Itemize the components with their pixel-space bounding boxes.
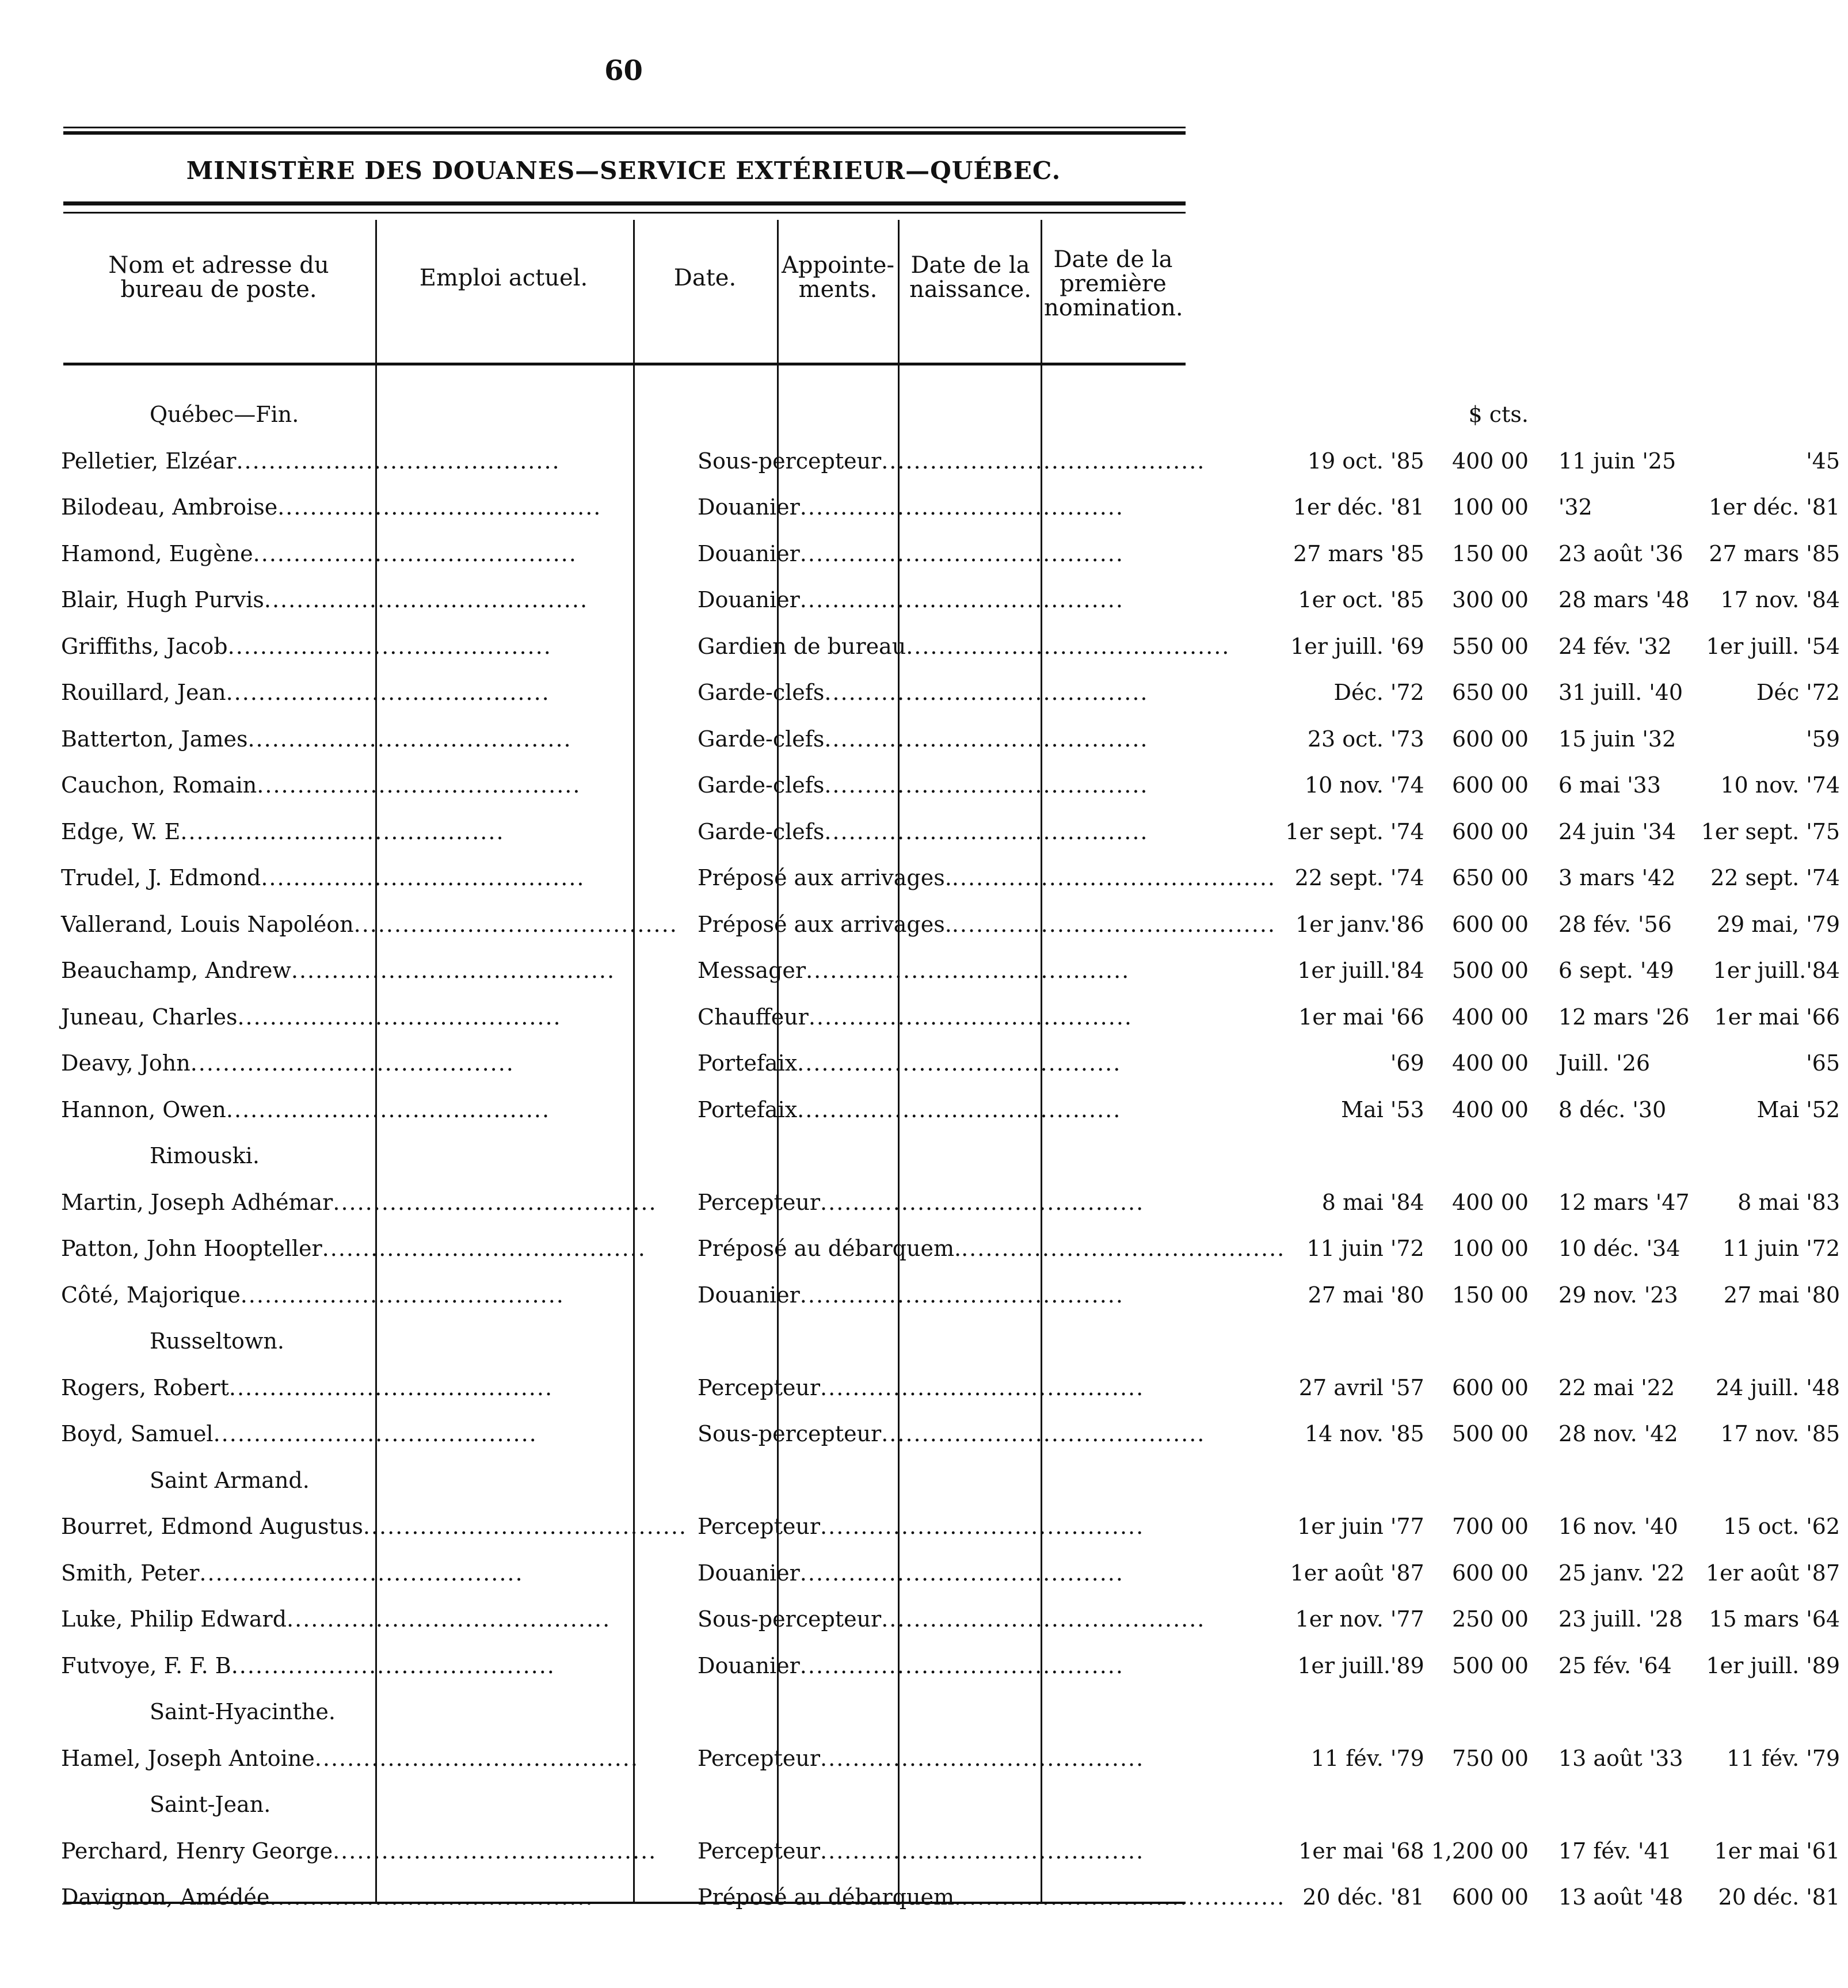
name-cell: Rogers, Robert........................................ bbox=[61, 1374, 554, 1400]
salary-cell: 400 00 bbox=[1451, 1004, 1529, 1030]
empty-cell bbox=[1285, 1318, 1431, 1365]
name-cell: Cauchon, Romain........................................ bbox=[61, 772, 581, 798]
employment-cell: Percepteur........................................ bbox=[698, 1745, 1145, 1771]
table-row bbox=[58, 577, 1848, 623]
salary-cell: 150 00 bbox=[1451, 1282, 1529, 1308]
empty-cell bbox=[1431, 1689, 1547, 1735]
date-cell: Mai '53 bbox=[1341, 1096, 1424, 1122]
name-cell: Trudel, J. Edmond........................................ bbox=[61, 865, 585, 891]
empty-cell bbox=[1690, 1689, 1848, 1735]
employment-cell: Chauffeur........................................ bbox=[698, 1004, 1133, 1030]
table-row bbox=[58, 901, 1848, 948]
birth-date-cell: 24 fév. '32 bbox=[1558, 633, 1672, 659]
table-row bbox=[58, 1503, 1848, 1550]
dot-leader: ........................................ bbox=[824, 772, 1149, 798]
employment-cell: Préposé au débarquem......................................... bbox=[698, 1236, 1286, 1262]
birth-date-cell: 15 juin '32 bbox=[1558, 726, 1676, 752]
employment-cell: Préposé aux arrivages......................................... bbox=[698, 865, 1276, 891]
dot-leader: ........................................ bbox=[253, 540, 577, 566]
salary-cell: 650 00 bbox=[1451, 680, 1529, 706]
salary-cell: 1,200 00 bbox=[1431, 1838, 1529, 1864]
dot-leader: ........................................ bbox=[353, 911, 678, 937]
birth-date-cell: 12 mars '47 bbox=[1558, 1189, 1690, 1215]
birth-date-cell: '32 bbox=[1558, 494, 1592, 520]
header-salary: Appointe-ments. bbox=[782, 252, 894, 303]
birth-date-cell: 28 nov. '42 bbox=[1558, 1421, 1678, 1447]
name-cell: Blair, Hugh Purvis........................................ bbox=[61, 587, 589, 613]
table-row bbox=[58, 1828, 1848, 1875]
employment-cell: Percepteur........................................ bbox=[698, 1189, 1145, 1215]
table-row bbox=[58, 1365, 1848, 1411]
dot-leader: ........................................ bbox=[277, 494, 602, 520]
date-cell: 1er juill.'84 bbox=[1297, 958, 1424, 984]
employment-cell: Douanier........................................ bbox=[698, 1652, 1124, 1678]
employment-cell: Messager........................................ bbox=[698, 958, 1130, 984]
first-appointment-cell: Mai '52 bbox=[1756, 1096, 1841, 1122]
employment-cell: Garde-clefs........................................ bbox=[698, 818, 1149, 844]
date-cell: 20 déc. '81 bbox=[1302, 1884, 1424, 1910]
salary-cell: 600 00 bbox=[1451, 726, 1529, 752]
employment-cell: Douanier........................................ bbox=[698, 540, 1124, 566]
first-appointment-cell: 27 mars '85 bbox=[1709, 540, 1841, 566]
birth-date-cell: 24 juin '34 bbox=[1558, 818, 1676, 844]
birth-date-cell: 25 fév. '64 bbox=[1558, 1652, 1672, 1678]
name-cell: Smith, Peter........................................ bbox=[61, 1560, 524, 1586]
employment-cell: Portefaix........................................ bbox=[698, 1050, 1122, 1076]
salary-cell: 700 00 bbox=[1451, 1514, 1529, 1540]
section-row bbox=[58, 391, 1848, 438]
name-cell: Beauchamp, Andrew........................................ bbox=[61, 958, 616, 984]
dot-leader: ........................................ bbox=[226, 680, 550, 706]
first-appointment-cell: 11 juin '72 bbox=[1722, 1236, 1841, 1262]
date-cell: 10 nov. '74 bbox=[1305, 772, 1424, 798]
employment-cell: Gardien de bureau........................................ bbox=[698, 633, 1230, 659]
employment-cell: Sous-percepteur........................................ bbox=[698, 1421, 1206, 1447]
document-title: MINISTÈRE DES DOUANES—SERVICE EXTÉRIEUR—QUÉBEC. bbox=[186, 157, 1061, 185]
name-cell: Deavy, John........................................ bbox=[61, 1050, 515, 1076]
top-rule-thick bbox=[63, 131, 1186, 135]
birth-date-cell: 13 août '33 bbox=[1558, 1745, 1683, 1771]
table-row bbox=[58, 855, 1848, 901]
name-cell: Griffiths, Jacob........................................ bbox=[61, 633, 552, 659]
date-cell: 1er mai '68 bbox=[1298, 1838, 1424, 1864]
section-row bbox=[58, 1318, 1848, 1365]
section-heading: Saint-Hyacinthe. bbox=[150, 1699, 336, 1725]
date-cell: 8 mai '84 bbox=[1321, 1189, 1424, 1215]
employment-cell: Douanier........................................ bbox=[698, 1560, 1124, 1586]
header-first-appointment: Date de la première nomination. bbox=[1044, 246, 1183, 321]
name-cell: Bilodeau, Ambroise........................................ bbox=[61, 494, 602, 520]
name-cell: Bourret, Edmond Augustus........................................ bbox=[61, 1514, 688, 1540]
birth-date-cell: 6 sept. '49 bbox=[1558, 958, 1674, 984]
name-cell: Perchard, Henry George........................................ bbox=[61, 1838, 657, 1864]
first-appointment-cell: 1er août '87 bbox=[1705, 1560, 1841, 1586]
dot-leader: ........................................ bbox=[820, 1374, 1145, 1400]
section-heading: Saint-Jean. bbox=[150, 1792, 271, 1818]
salary-cell: 600 00 bbox=[1451, 1884, 1529, 1910]
employment-cell: Préposé au débarquem......................................... bbox=[698, 1884, 1286, 1910]
date-cell: 1er août '87 bbox=[1290, 1560, 1424, 1586]
name-cell: Hamond, Eugène........................................ bbox=[61, 540, 577, 566]
dot-leader: ........................................ bbox=[213, 1421, 538, 1447]
employment-cell: Garde-clefs........................................ bbox=[698, 772, 1149, 798]
table-row bbox=[58, 1225, 1848, 1272]
salary-cell: 600 00 bbox=[1451, 1374, 1529, 1400]
section-row bbox=[58, 1457, 1848, 1504]
employment-cell: Douanier........................................ bbox=[698, 1282, 1124, 1308]
table-row bbox=[58, 1411, 1848, 1457]
table-row bbox=[58, 1550, 1848, 1597]
dot-leader: ........................................ bbox=[799, 1560, 1124, 1586]
first-appointment-cell: 1er déc. '81 bbox=[1709, 494, 1841, 520]
empty-cell bbox=[1285, 1133, 1431, 1179]
date-cell: 1er juill. '69 bbox=[1290, 633, 1424, 659]
name-cell: Hamel, Joseph Antoine........................................ bbox=[61, 1745, 639, 1771]
top-rule-thin bbox=[63, 127, 1186, 128]
table-row bbox=[58, 669, 1848, 716]
table-row bbox=[58, 1643, 1848, 1689]
birth-date-cell: 12 mars '26 bbox=[1558, 1004, 1690, 1030]
staff-table bbox=[58, 391, 1848, 1921]
name-cell: Batterton, James........................................ bbox=[61, 726, 572, 752]
birth-date-cell: 10 déc. '34 bbox=[1558, 1236, 1681, 1262]
first-appointment-cell: '45 bbox=[1806, 448, 1841, 474]
salary-cell: 650 00 bbox=[1451, 865, 1529, 891]
birth-date-cell: 8 déc. '30 bbox=[1558, 1096, 1667, 1122]
employment-cell: Préposé aux arrivages......................................... bbox=[698, 911, 1276, 937]
table-row bbox=[58, 1272, 1848, 1319]
dot-leader: ........................................ bbox=[797, 1050, 1122, 1076]
empty-cell bbox=[1431, 1457, 1547, 1504]
birth-date-cell: 23 juill. '28 bbox=[1558, 1606, 1683, 1632]
dot-leader: ........................................ bbox=[797, 1096, 1122, 1122]
dot-leader: ........................................ bbox=[951, 911, 1276, 937]
section-heading: Québec—Fin. bbox=[150, 402, 299, 428]
dot-leader: ........................................ bbox=[881, 448, 1206, 474]
table-row bbox=[58, 1087, 1848, 1133]
employment-cell: Garde-clefs........................................ bbox=[698, 680, 1149, 706]
salary-cell: 400 00 bbox=[1451, 1050, 1529, 1076]
dot-leader: ........................................ bbox=[820, 1514, 1145, 1540]
employment-cell: Douanier........................................ bbox=[698, 494, 1124, 520]
birth-date-cell: 25 janv. '22 bbox=[1558, 1560, 1685, 1586]
title-rule-thin bbox=[63, 212, 1186, 214]
salary-cell: 750 00 bbox=[1451, 1745, 1529, 1771]
table-row bbox=[58, 531, 1848, 577]
dot-leader: ........................................ bbox=[226, 1096, 551, 1122]
empty-cell bbox=[1285, 391, 1431, 438]
table-row bbox=[58, 623, 1848, 670]
table-row bbox=[58, 994, 1848, 1041]
name-cell: Futvoye, F. F. B........................................ bbox=[61, 1652, 555, 1678]
dot-leader: ........................................ bbox=[824, 818, 1149, 844]
dot-leader: ........................................ bbox=[314, 1745, 639, 1771]
birth-date-cell: 13 août '48 bbox=[1558, 1884, 1683, 1910]
dot-leader: ........................................ bbox=[247, 726, 572, 752]
salary-cell: 600 00 bbox=[1451, 772, 1529, 798]
header-date: Date. bbox=[673, 265, 737, 291]
dot-leader: ........................................ bbox=[199, 1560, 524, 1586]
salary-cell: 500 00 bbox=[1451, 1652, 1529, 1678]
empty-cell bbox=[1547, 1689, 1690, 1735]
date-cell: 1er sept. '74 bbox=[1285, 818, 1424, 844]
dot-leader: ........................................ bbox=[951, 865, 1276, 891]
date-cell: 22 sept. '74 bbox=[1294, 865, 1424, 891]
first-appointment-cell: 1er juill. '54 bbox=[1706, 633, 1841, 659]
dot-leader: ........................................ bbox=[291, 958, 616, 984]
date-cell: 11 fév. '79 bbox=[1310, 1745, 1424, 1771]
birth-date-cell: 11 juin '25 bbox=[1558, 448, 1676, 474]
date-cell: 1er déc. '81 bbox=[1293, 494, 1424, 520]
first-appointment-cell: 17 nov. '84 bbox=[1720, 587, 1841, 613]
salary-cell: $ cts. bbox=[1468, 402, 1529, 428]
dot-leader: ........................................ bbox=[363, 1514, 688, 1540]
dot-leader: ........................................ bbox=[881, 1606, 1206, 1632]
dot-leader: ........................................ bbox=[906, 633, 1230, 659]
birth-date-cell: 17 fév. '41 bbox=[1558, 1838, 1672, 1864]
dot-leader: ........................................ bbox=[190, 1050, 515, 1076]
dot-leader: ........................................ bbox=[806, 958, 1130, 984]
dot-leader: ........................................ bbox=[227, 633, 552, 659]
dot-leader: ........................................ bbox=[824, 726, 1149, 752]
dot-leader: ........................................ bbox=[799, 540, 1124, 566]
empty-cell bbox=[1690, 1133, 1848, 1179]
empty-cell bbox=[687, 1689, 1285, 1735]
employment-cell: Garde-clefs........................................ bbox=[698, 726, 1149, 752]
dot-leader: ........................................ bbox=[264, 587, 589, 613]
dot-leader: ........................................ bbox=[820, 1189, 1145, 1215]
first-appointment-cell: 1er mai '66 bbox=[1714, 1004, 1841, 1030]
birth-date-cell: 31 juill. '40 bbox=[1558, 680, 1683, 706]
name-cell: Vallerand, Louis Napoléon........................................ bbox=[61, 911, 678, 937]
date-cell: 1er mai '66 bbox=[1298, 1004, 1424, 1030]
table-row bbox=[58, 716, 1848, 763]
salary-cell: 250 00 bbox=[1451, 1606, 1529, 1632]
empty-cell bbox=[687, 1457, 1285, 1504]
empty-cell bbox=[1547, 1318, 1690, 1365]
dot-leader: ........................................ bbox=[287, 1606, 611, 1632]
name-cell: Hannon, Owen........................................ bbox=[61, 1096, 551, 1122]
dot-leader: ........................................ bbox=[240, 1282, 565, 1308]
empty-cell bbox=[1285, 1457, 1431, 1504]
empty-cell bbox=[1690, 391, 1848, 438]
birth-date-cell: 28 mars '48 bbox=[1558, 587, 1690, 613]
dot-leader: ........................................ bbox=[808, 1004, 1133, 1030]
first-appointment-cell: Déc '72 bbox=[1756, 680, 1841, 706]
birth-date-cell: 23 août '36 bbox=[1558, 540, 1683, 566]
dot-leader: ........................................ bbox=[269, 1884, 594, 1910]
dot-leader: ........................................ bbox=[333, 1838, 657, 1864]
name-cell: Martin, Joseph Adhémar........................................ bbox=[61, 1189, 657, 1215]
name-cell: Davignon, Amédée........................................ bbox=[61, 1884, 594, 1910]
birth-date-cell: 16 nov. '40 bbox=[1558, 1514, 1678, 1540]
birth-date-cell: 28 fév. '56 bbox=[1558, 911, 1672, 937]
dot-leader: ........................................ bbox=[799, 1652, 1124, 1678]
salary-cell: 600 00 bbox=[1451, 1560, 1529, 1586]
employment-cell: Douanier........................................ bbox=[698, 587, 1124, 613]
date-cell: 23 oct. '73 bbox=[1307, 726, 1424, 752]
first-appointment-cell: 8 mai '83 bbox=[1737, 1189, 1841, 1215]
first-appointment-cell: 17 nov. '85 bbox=[1720, 1421, 1841, 1447]
date-cell: 1er nov. '77 bbox=[1295, 1606, 1424, 1632]
empty-cell bbox=[1690, 1457, 1848, 1504]
empty-cell bbox=[1690, 1318, 1848, 1365]
dot-leader: ........................................ bbox=[799, 494, 1124, 520]
dot-leader: ........................................ bbox=[799, 587, 1124, 613]
empty-cell bbox=[1431, 1318, 1547, 1365]
empty-cell bbox=[1547, 1457, 1690, 1504]
name-cell: Rouillard, Jean........................................ bbox=[61, 680, 550, 706]
first-appointment-cell: '65 bbox=[1806, 1050, 1841, 1076]
salary-cell: 500 00 bbox=[1451, 958, 1529, 984]
salary-cell: 300 00 bbox=[1451, 587, 1529, 613]
first-appointment-cell: 15 mars '64 bbox=[1709, 1606, 1841, 1632]
table-row bbox=[58, 1874, 1848, 1921]
header-birth: Date de la naissance. bbox=[909, 252, 1031, 303]
empty-cell bbox=[1431, 1133, 1547, 1179]
table-row bbox=[58, 1596, 1848, 1643]
dot-leader: ........................................ bbox=[261, 865, 585, 891]
empty-cell bbox=[687, 1133, 1285, 1179]
empty-cell bbox=[687, 1318, 1285, 1365]
date-cell: 1er juin '77 bbox=[1297, 1514, 1424, 1540]
salary-cell: 150 00 bbox=[1451, 540, 1529, 566]
dot-leader: ........................................ bbox=[961, 1236, 1286, 1262]
section-heading: Russeltown. bbox=[150, 1328, 284, 1354]
employment-cell: Sous-percepteur........................................ bbox=[698, 1606, 1206, 1632]
dot-leader: ........................................ bbox=[322, 1236, 646, 1262]
birth-date-cell: 6 mai '33 bbox=[1558, 772, 1661, 798]
page-number: 60 bbox=[604, 55, 643, 87]
name-cell: Boyd, Samuel........................................ bbox=[61, 1421, 538, 1447]
first-appointment-cell: 24 juill. '48 bbox=[1715, 1374, 1841, 1400]
empty-cell bbox=[687, 1781, 1285, 1828]
salary-cell: 100 00 bbox=[1451, 1236, 1529, 1262]
empty-cell bbox=[1547, 1781, 1690, 1828]
date-cell: 27 mars '85 bbox=[1293, 540, 1424, 566]
table-row bbox=[58, 1735, 1848, 1782]
section-heading: Rimouski. bbox=[150, 1143, 260, 1169]
empty-cell bbox=[1690, 1781, 1848, 1828]
first-appointment-cell: 1er juill. '89 bbox=[1706, 1652, 1841, 1678]
name-cell: Edge, W. E........................................ bbox=[61, 818, 505, 844]
date-cell: 11 juin '72 bbox=[1306, 1236, 1424, 1262]
table-row bbox=[58, 1179, 1848, 1226]
date-cell: 27 avril '57 bbox=[1298, 1374, 1424, 1400]
table-row bbox=[58, 1040, 1848, 1087]
salary-cell: 400 00 bbox=[1451, 1096, 1529, 1122]
first-appointment-cell: 15 oct. '62 bbox=[1723, 1514, 1841, 1540]
employment-cell: Percepteur........................................ bbox=[698, 1838, 1145, 1864]
name-cell: Côté, Majorique........................................ bbox=[61, 1282, 565, 1308]
first-appointment-cell: 11 fév. '79 bbox=[1727, 1745, 1841, 1771]
section-row bbox=[58, 1133, 1848, 1179]
salary-cell: 600 00 bbox=[1451, 911, 1529, 937]
title-rule-thick bbox=[63, 201, 1186, 205]
salary-cell: 100 00 bbox=[1451, 494, 1529, 520]
first-appointment-cell: 27 mai '80 bbox=[1723, 1282, 1841, 1308]
dot-leader: ........................................ bbox=[820, 1838, 1145, 1864]
employment-cell: Percepteur........................................ bbox=[698, 1514, 1145, 1540]
first-appointment-cell: 10 nov. '74 bbox=[1720, 772, 1841, 798]
name-cell: Luke, Philip Edward........................................ bbox=[61, 1606, 611, 1632]
dot-leader: ........................................ bbox=[180, 818, 505, 844]
first-appointment-cell: 20 déc. '81 bbox=[1718, 1884, 1841, 1910]
empty-cell bbox=[1547, 391, 1690, 438]
first-appointment-cell: 1er juill.'84 bbox=[1713, 958, 1841, 984]
header-employment: Emploi actuel. bbox=[419, 265, 588, 291]
dot-leader: ........................................ bbox=[236, 448, 561, 474]
section-row bbox=[58, 1689, 1848, 1735]
dot-leader: ........................................ bbox=[824, 680, 1149, 706]
date-cell: 1er juill.'89 bbox=[1297, 1652, 1424, 1678]
table-row bbox=[58, 762, 1848, 809]
first-appointment-cell: 29 mai, '79 bbox=[1716, 911, 1841, 937]
dot-leader: ........................................ bbox=[237, 1004, 562, 1030]
birth-date-cell: Juill. '26 bbox=[1558, 1050, 1651, 1076]
table-row bbox=[58, 947, 1848, 994]
salary-cell: 600 00 bbox=[1451, 818, 1529, 844]
birth-date-cell: 29 nov. '23 bbox=[1558, 1282, 1678, 1308]
birth-date-cell: 22 mai '22 bbox=[1558, 1374, 1675, 1400]
first-appointment-cell: 1er sept. '75 bbox=[1701, 818, 1841, 844]
empty-cell bbox=[1285, 1689, 1431, 1735]
date-cell: '69 bbox=[1390, 1050, 1424, 1076]
date-cell: Déc. '72 bbox=[1333, 680, 1424, 706]
dot-leader: ........................................ bbox=[257, 772, 581, 798]
name-cell: Patton, John Hoopteller........................................ bbox=[61, 1236, 646, 1262]
first-appointment-cell: 22 sept. '74 bbox=[1710, 865, 1841, 891]
dot-leader: ........................................ bbox=[820, 1745, 1145, 1771]
empty-cell bbox=[1547, 1133, 1690, 1179]
employment-cell: Percepteur........................................ bbox=[698, 1374, 1145, 1400]
date-cell: 1er janv.'86 bbox=[1295, 911, 1424, 937]
birth-date-cell: 3 mars '42 bbox=[1558, 865, 1676, 891]
dot-leader: ........................................ bbox=[799, 1282, 1124, 1308]
dot-leader: ........................................ bbox=[881, 1421, 1206, 1447]
name-cell: Pelletier, Elzéar........................................ bbox=[61, 448, 561, 474]
salary-cell: 500 00 bbox=[1451, 1421, 1529, 1447]
date-cell: 14 nov. '85 bbox=[1305, 1421, 1424, 1447]
table-row bbox=[58, 438, 1848, 485]
table-row bbox=[58, 484, 1848, 531]
employment-cell: Sous-percepteur........................................ bbox=[698, 448, 1206, 474]
empty-cell bbox=[1285, 1781, 1431, 1828]
salary-cell: 400 00 bbox=[1451, 448, 1529, 474]
empty-cell bbox=[687, 391, 1285, 438]
header-rule bbox=[63, 363, 1186, 365]
date-cell: 27 mai '80 bbox=[1308, 1282, 1424, 1308]
employment-cell: Portefaix........................................ bbox=[698, 1096, 1122, 1122]
first-appointment-cell: '59 bbox=[1806, 726, 1841, 752]
dot-leader: ........................................ bbox=[333, 1189, 657, 1215]
name-cell: Juneau, Charles........................................ bbox=[61, 1004, 562, 1030]
first-appointment-cell: 1er mai '61 bbox=[1714, 1838, 1841, 1864]
dot-leader: ........................................ bbox=[228, 1374, 554, 1400]
table-row bbox=[58, 809, 1848, 855]
dot-leader: ........................................ bbox=[231, 1652, 555, 1678]
dot-leader: ........................................ bbox=[961, 1884, 1286, 1910]
section-row bbox=[58, 1781, 1848, 1828]
salary-cell: 550 00 bbox=[1451, 633, 1529, 659]
salary-cell: 400 00 bbox=[1451, 1189, 1529, 1215]
header-name: Nom et adresse du bureau de poste. bbox=[108, 252, 329, 303]
section-heading: Saint Armand. bbox=[150, 1467, 310, 1493]
empty-cell bbox=[1431, 1781, 1547, 1828]
date-cell: 1er oct. '85 bbox=[1298, 587, 1424, 613]
date-cell: 19 oct. '85 bbox=[1307, 448, 1424, 474]
